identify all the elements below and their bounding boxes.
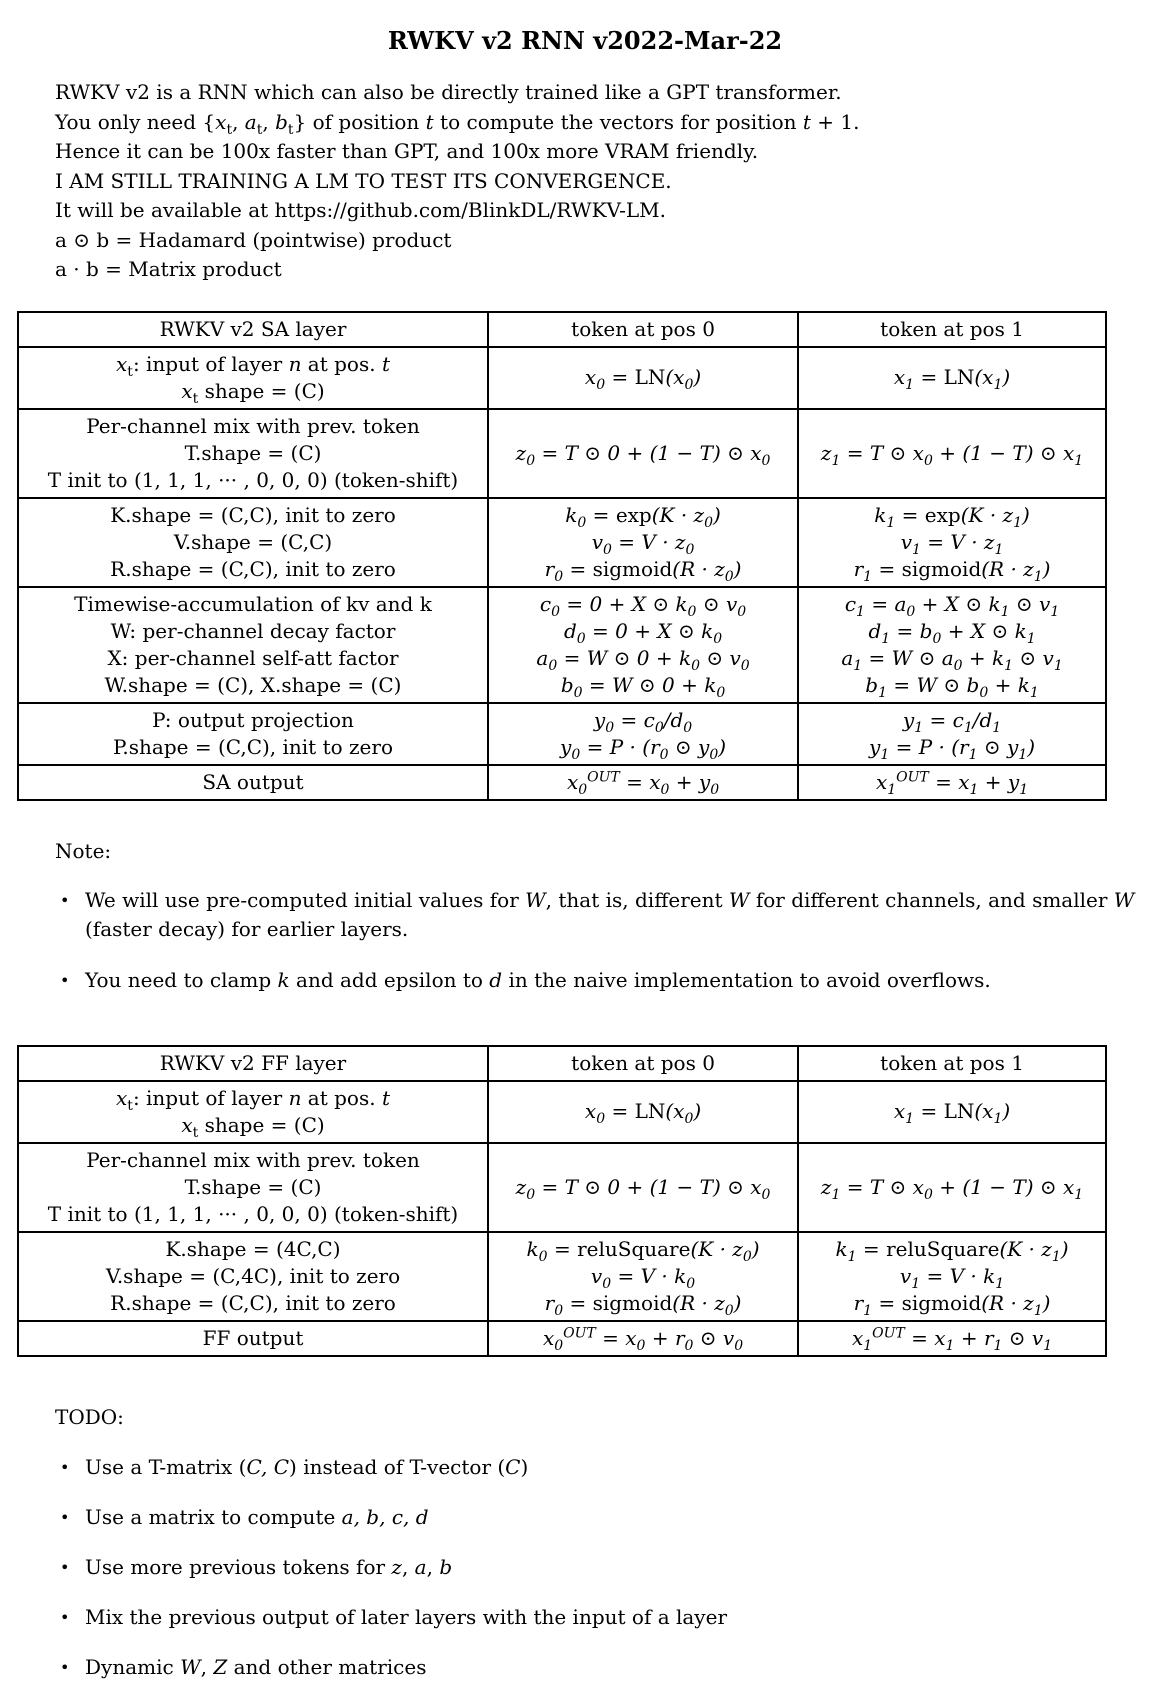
bullet-icon: • [60,890,70,910]
intro-line: I AM STILL TRAINING A LM TO TEST ITS CONVERGENCE. [55,168,672,193]
sa-layer-table [17,311,1107,801]
sa-output-pos1: $x_1^{OUT} = x_1 + y_1$ [798,765,1106,800]
sa-accum-label: Timewise-accumulation of kv and k W: per-channel decay factor X: per-channel self-att factor W.shape = (C), X.shape = (C) [18,587,488,703]
ff-kvr-pos0: $k_0$ = reluSquare(K · $z_0$) $v_0 = V \cdot k_0$ $r_0$ = sigmoid(R · $z_0$) [488,1232,798,1321]
bullet-icon: • [60,970,70,990]
sa-proj-label: P: output projection P.shape = (C,C), init to zero [18,703,488,765]
ff-row-output [18,1321,1106,1356]
todo-bullet-text: Use more previous tokens for z, a, b [85,1554,453,1579]
todo-bullet-3 [60,1553,1140,1582]
sa-accum-pos1: $c_1 = a_0 + X$ ⊙ $k_1$ ⊙ $v_1$ $d_1 = b_0 + X$ ⊙ $k_1$ $a_1 = W$ ⊙ $a_0 + k_1$ ⊙ $v_1$ $b_1 = W$ ⊙ $b_0 + k_1$ [798,587,1106,703]
intro-line: Hence it can be 100x faster than GPT, and 100x more VRAM friendly. [55,139,759,163]
ff-row-input [18,1081,1106,1143]
ff-row-kvr [18,1232,1106,1321]
note-bullet-2 [60,966,1140,995]
sa-header-layer: RWKV v2 SA layer [18,312,488,347]
ff-header-pos1: token at pos 1 [798,1046,1106,1081]
ff-input-pos0: $x_0 = LN(x_0)$ [488,1081,798,1143]
sa-row-mix [18,409,1106,498]
note-heading: Note: [55,838,112,863]
ff-layer-table [17,1045,1107,1357]
ff-kvr-pos1: $k_1$ = reluSquare(K · $z_1$) $v_1 = V \cdot k_1$ $r_1$ = sigmoid(R · $z_1$) [798,1232,1106,1321]
bullet-icon: • [60,1507,70,1527]
document-title: RWKV v2 RNN v2022-Mar-22 [387,26,783,55]
bullet-icon: • [60,1457,70,1477]
sa-row-accum [18,587,1106,703]
intro-line-url: It will be available at https://github.com/BlinkDL/RWKV-LM. [55,198,667,222]
sa-header-row [18,312,1106,347]
todo-bullet-text: Mix the previous output of later layers with the input of a layer [85,1604,728,1629]
sa-row-kvr [18,498,1106,587]
sa-kvr-pos0: $k_0 = \exp(K \cdot z_0)$ $v_0 = V \cdot z_0$ $r_0$ = sigmoid(R · $z_0$) [488,498,798,587]
bullet-icon: • [60,1657,70,1677]
sa-output-label: SA output [18,765,488,800]
note-bullet-text: You need to clamp k and add epsilon to d in the naive implementation to avoid overflows. [85,967,991,992]
sa-mix-label: Per-channel mix with prev. token T.shape = (C) T init to (1, 1, 1, ··· , 0, 0, 0) (token-shift) [18,409,488,498]
sa-row-proj [18,703,1106,765]
sa-output-pos0: $x_0^{OUT} = x_0 + y_0$ [488,765,798,800]
note-bullet-1 [60,886,1140,944]
ff-mix-pos1: $z_1 = T$ ⊙ $x_0 + (1 - T)$ ⊙ $x_1$ [798,1143,1106,1232]
sa-row-input [18,347,1106,409]
ff-mix-pos0: $z_0 = T$ ⊙ 0 + (1 − T) ⊙ $x_0$ [488,1143,798,1232]
todo-bullet-5 [60,1653,1140,1682]
intro-line: You only need {$x_t$, $a_t$, $b_t$} of position t to compute the vectors for position t + 1. [55,109,860,138]
ff-output-pos0: $x_0^{OUT} = x_0 + r_0$ ⊙ $v_0$ [488,1321,798,1356]
ff-header-layer: RWKV v2 FF layer [18,1046,488,1081]
sa-proj-pos1: $y_1 = c_1/d_1$ $y_1 = P \cdot (r_1$ ⊙ $y_1$) [798,703,1106,765]
bullet-icon: • [60,1607,70,1627]
ff-input-pos1: $x_1 = LN(x_1)$ [798,1081,1106,1143]
sa-mix-pos1: $z_1 = T$ ⊙ $x_0 + (1 - T)$ ⊙ $x_1$ [798,409,1106,498]
todo-bullet-text: Dynamic W, Z and other matrices [85,1654,427,1679]
sa-kvr-pos1: $k_1 = \exp(K \cdot z_1)$ $v_1 = V \cdot z_1$ $r_1$ = sigmoid(R · $z_1$) [798,498,1106,587]
sa-input-label: $x_t$: input of layer n at pos. t $x_t$ shape = (C) [18,347,488,409]
todo-bullet-text: Use a matrix to compute a, b, c, d [85,1504,429,1529]
ff-header-pos0: token at pos 0 [488,1046,798,1081]
intro-line-hadamard: a ⊙ b = Hadamard (pointwise) product [55,227,452,252]
todo-bullet-2 [60,1503,1140,1532]
sa-header-pos0: token at pos 0 [488,312,798,347]
sa-input-pos1: $x_1 = LN(x_1)$ [798,347,1106,409]
todo-heading: TODO: [55,1404,124,1429]
ff-output-label: FF output [18,1321,488,1356]
bullet-icon: • [60,1557,70,1577]
todo-bullet-1 [60,1453,1140,1482]
sa-input-pos0: $x_0 = LN(x_0)$ [488,347,798,409]
intro-line: RWKV v2 is a RNN which can also be directly trained like a GPT transformer. [55,80,842,104]
ff-kvr-label: K.shape = (4C,C) V.shape = (C,4C), init to zero R.shape = (C,C), init to zero [18,1232,488,1321]
ff-mix-label: Per-channel mix with prev. token T.shape = (C) T init to (1, 1, 1, ··· , 0, 0, 0) (token-shift) [18,1143,488,1232]
note-bullet-text: We will use pre-computed initial values for W, that is, different W for different channels, and smaller W (faster decay) for earlier layers. [85,887,1135,941]
todo-bullet-text: Use a T-matrix (C, C) instead of T-vector (C) [85,1454,529,1479]
sa-row-output [18,765,1106,800]
ff-header-row [18,1046,1106,1081]
sa-mix-pos0: $z_0 = T$ ⊙ 0 + (1 − T) ⊙ $x_0$ [488,409,798,498]
sa-header-pos1: token at pos 1 [798,312,1106,347]
ff-row-mix [18,1143,1106,1232]
todo-bullet-4 [60,1603,1140,1632]
intro-paragraph [55,78,1170,285]
ff-output-pos1: $x_1^{OUT} = x_1 + r_1$ ⊙ $v_1$ [798,1321,1106,1356]
sa-kvr-label: K.shape = (C,C), init to zero V.shape = (C,C) R.shape = (C,C), init to zero [18,498,488,587]
ff-input-label: $x_t$: input of layer n at pos. t $x_t$ shape = (C) [18,1081,488,1143]
sa-proj-pos0: $y_0 = c_0/d_0$ $y_0 = P \cdot (r_0$ ⊙ $y_0$) [488,703,798,765]
intro-line-matrix: a · b = Matrix product [55,257,282,281]
sa-accum-pos0: $c_0 = 0 + X$ ⊙ $k_0$ ⊙ $v_0$ $d_0 = 0 + X$ ⊙ $k_0$ $a_0 = W$ ⊙ $0 + k_0$ ⊙ $v_0$ $b_0 = W$ ⊙ $0 + k_0$ [488,587,798,703]
